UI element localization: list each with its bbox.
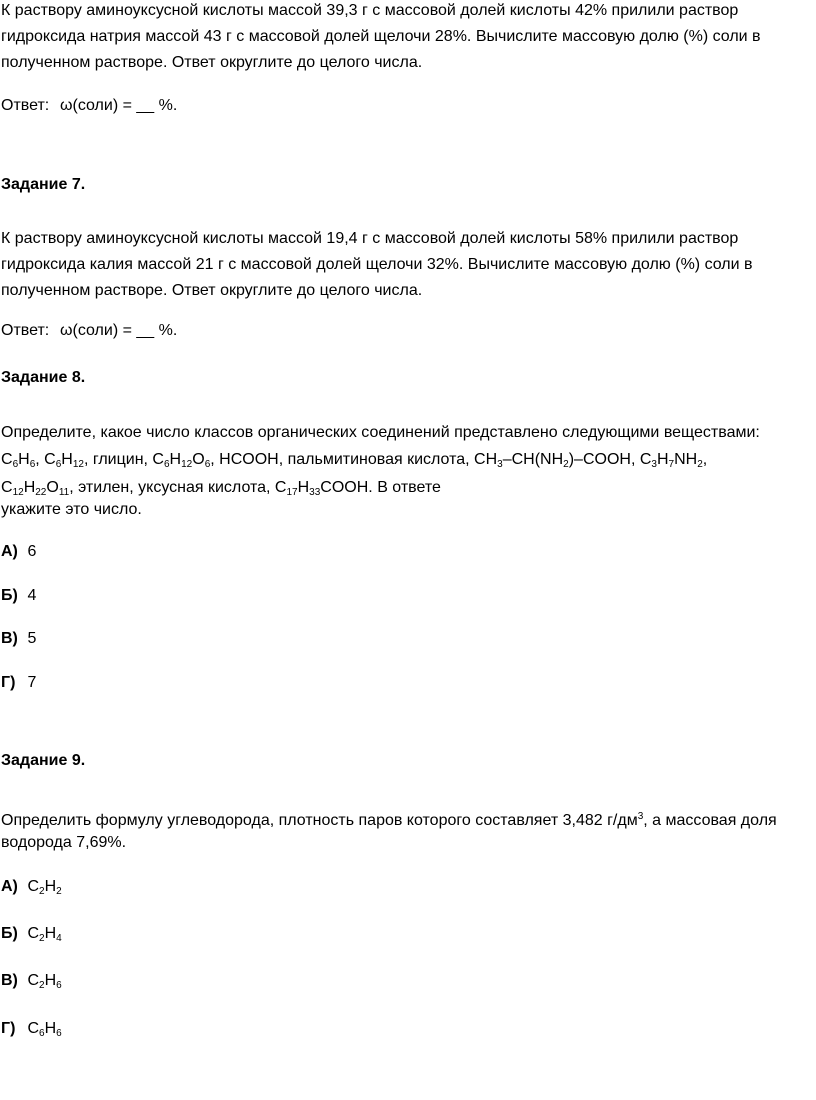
task8-option-b <box>1 587 36 605</box>
task6-answer-label: Ответ: <box>1 97 50 114</box>
option-label: Г) <box>1 674 16 691</box>
option-value: 7 <box>27 674 37 691</box>
task8-formula-line-2: $C_{12}H_{22}O_{11}$, этилен, уксусная кислота, $C_{17}H_{33}COOH$. В ответе <box>1 479 441 498</box>
option-label: А) <box>1 878 18 895</box>
task7-text-line-1: К раствору аминоуксусной кислоты массой 19,4 г с массовой долей кислоты 58% прилили раствор <box>1 230 739 247</box>
option-label: Б) <box>1 587 18 604</box>
task7-text-line-2: гидроксида калия массой 21 г с массовой долей щелочи 32%. Вычислите массовую долю (%) соли в <box>1 256 753 273</box>
option-value: $C_2H_6$ <box>27 972 62 991</box>
task9-option-a <box>1 878 62 897</box>
task8-question-line-1: Определите, какое число классов органических соединений представлено следующими веществами: <box>1 424 760 441</box>
task8-question-line-4: укажите это число. <box>1 501 142 518</box>
option-value: $C_6H_6$ <box>27 1020 62 1039</box>
task8-option-d <box>1 674 36 692</box>
task7-heading: Задание 7. <box>1 176 86 193</box>
task6-text-line-2: гидроксида натрия массой 43 г с массовой долей щелочи 28%. Вычислите массовую долю (%) соли в <box>1 28 761 45</box>
option-label: А) <box>1 543 18 560</box>
option-value: 4 <box>27 587 37 604</box>
option-value: $C_2H_4$ <box>27 925 62 944</box>
option-label: В) <box>1 630 18 647</box>
task6-answer-value: ω(соли) = __ %. <box>60 97 178 114</box>
option-value: 6 <box>27 543 37 560</box>
task8-option-a <box>1 543 36 561</box>
option-value: $C_2H_2$ <box>27 878 62 897</box>
task9-option-c <box>1 972 62 991</box>
option-label: В) <box>1 972 18 989</box>
option-value: 5 <box>27 630 37 647</box>
task7-answer-value: ω(соли) = __ %. <box>60 322 178 339</box>
task8-option-c <box>1 630 36 648</box>
task9-question-line-1: Определить формулу углеводорода, плотность паров которого составляет 3,482 $г/дм^3$, а массовая доля <box>1 811 777 829</box>
task9-option-b <box>1 925 62 944</box>
task8-heading: Задание 8. <box>1 369 86 386</box>
task7-text-line-3: полученном растворе. Ответ округлите до целого числа. <box>1 282 423 299</box>
task6-text-line-3: полученном растворе. Ответ округлите до целого числа. <box>1 54 423 71</box>
task9-question-line-2: водорода 7,69%. <box>1 834 127 851</box>
task6-text-line-1: К раствору аминоуксусной кислоты массой 39,3 г с массовой долей кислоты 42% прилили раствор <box>1 2 739 19</box>
task9-option-d <box>1 1020 62 1039</box>
option-label: Г) <box>1 1020 16 1037</box>
option-label: Б) <box>1 925 18 942</box>
task9-heading: Задание 9. <box>1 752 86 769</box>
task7-answer-label: Ответ: <box>1 322 50 339</box>
task8-formula-line-1: $C_6H_6$, $C_6H_{12}$, глицин, $C_6H_{12}O_6$, HCOOH, пальмитиновая кислота, $CH_3-CH(NH_2)$–COOH, $C_3H_7NH_2$, <box>1 451 708 470</box>
